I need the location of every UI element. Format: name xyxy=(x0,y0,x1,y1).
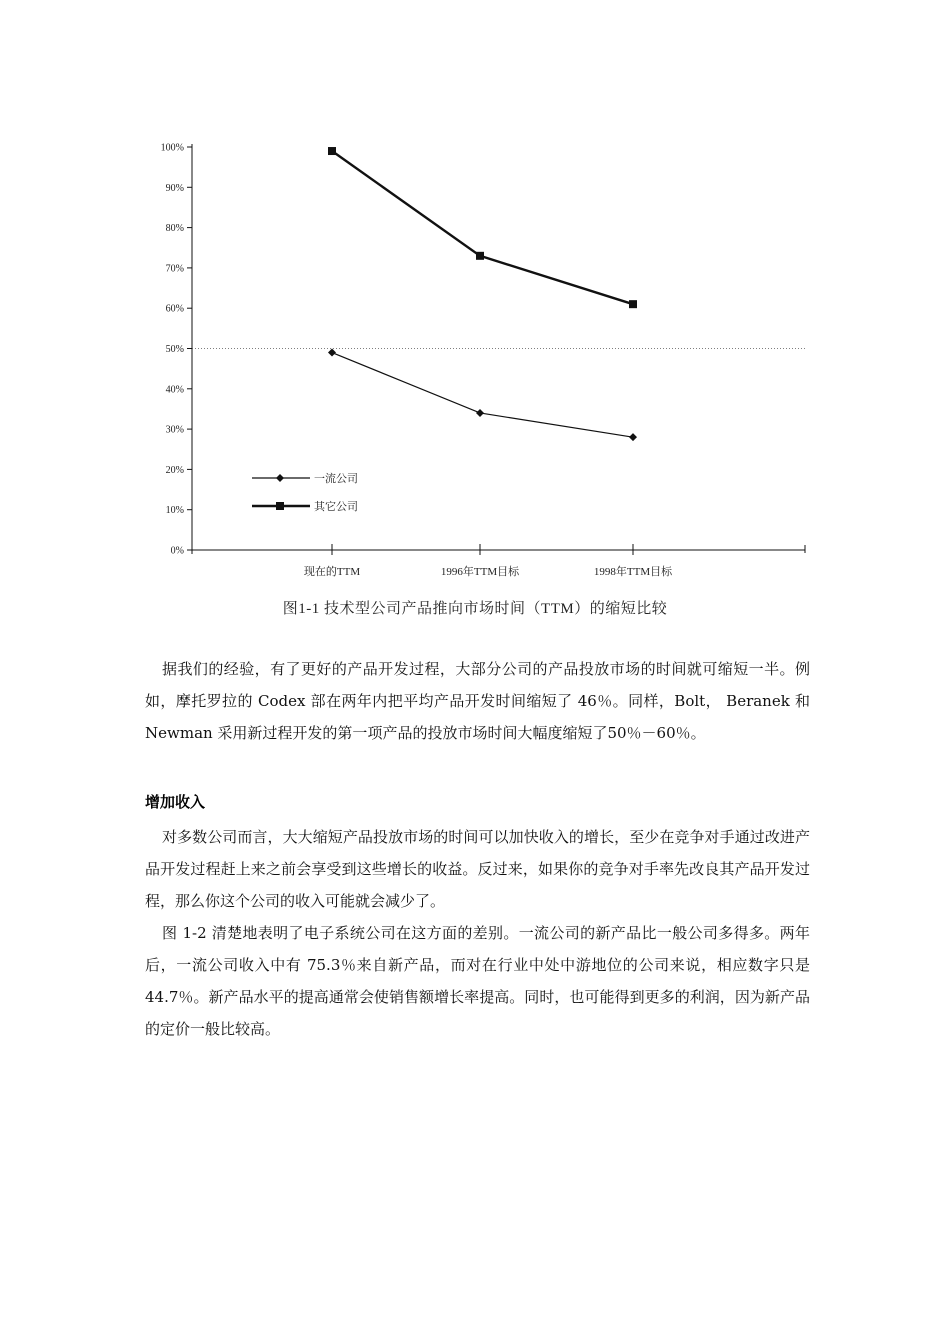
y-tick-label: 60% xyxy=(165,303,184,315)
legend-label: 其它公司 xyxy=(314,501,358,513)
paragraph: 据我们的经验，有了更好的产品开发过程，大部分公司的产品投放市场的时间就可缩短一半。例如，摩托罗拉的 Codex 部在两年内把平均产品开发时间缩短了 46％。同样，Bolt， Beranek 和 Newman 采用新过程开发的第一项产品的投放市场时间大幅度缩短了50％－60％。 xyxy=(145,660,810,742)
data-point-square xyxy=(328,147,336,155)
body-section-1 xyxy=(145,653,810,749)
body-section-2 xyxy=(145,821,810,1045)
legend-marker-diamond xyxy=(276,474,284,482)
chart-canvas xyxy=(140,130,820,590)
series-line-0 xyxy=(332,353,633,438)
legend-label: 一流公司 xyxy=(314,473,358,485)
data-point-square xyxy=(629,300,637,308)
series-line-1 xyxy=(332,151,633,304)
ttm-chart xyxy=(140,130,820,590)
paragraph: 图 1-2 清楚地表明了电子系统公司在这方面的差别。一流公司的新产品比一般公司多得多。两年后，一流公司收入中有 75.3％来自新产品，而对在行业中处中游地位的公司来说，相应数字只是 44.7％。新产品水平的提高通常会使销售额增长率提高。同时，也可能得到更多的利润，因为新产品的定价一般比较高。 xyxy=(145,924,810,1038)
y-tick-label: 20% xyxy=(165,464,184,476)
y-tick-label: 80% xyxy=(165,223,184,235)
data-point-diamond xyxy=(476,409,484,417)
y-tick-label: 30% xyxy=(165,424,184,436)
x-tick-label: 现在的TTM xyxy=(303,566,361,578)
data-point-diamond xyxy=(328,349,336,357)
legend-marker-square xyxy=(276,502,284,510)
y-tick-label: 90% xyxy=(165,182,184,194)
section-heading: 增加收入 xyxy=(145,793,206,811)
y-tick-label: 50% xyxy=(165,344,184,355)
y-tick-label: 70% xyxy=(165,263,184,275)
y-tick-label: 10% xyxy=(165,505,184,517)
paragraph: 对多数公司而言，大大缩短产品投放市场的时间可以加快收入的增长，至少在竞争对手通过改进产品开发过程赶上来之前会享受到这些增长的收益。反过来，如果你的竞争对手率先改良其产品开发过程，那么你这个公司的收入可能就会减少了。 xyxy=(145,828,810,910)
data-point-square xyxy=(476,252,484,260)
y-tick-label: 100% xyxy=(160,142,184,154)
y-tick-label: 0% xyxy=(170,545,184,557)
y-tick-label: 40% xyxy=(165,384,184,396)
figure-caption: 图1-1 技术型公司产品推向市场时间（TTM）的缩短比较 xyxy=(282,601,668,617)
x-tick-label: 1996年TTM目标 xyxy=(440,566,520,578)
x-tick-label: 1998年TTM目标 xyxy=(593,566,673,578)
data-point-diamond xyxy=(629,433,637,441)
